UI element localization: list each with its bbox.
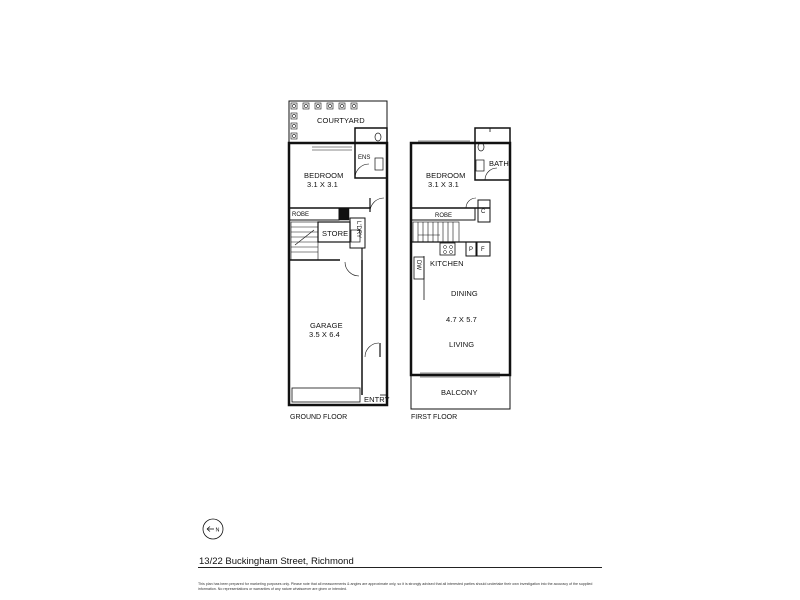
balcony-label: BALCONY	[441, 388, 478, 397]
basin-icon	[375, 158, 383, 170]
north-arrow-icon	[202, 518, 224, 540]
bath-label: BATH	[489, 159, 509, 168]
garage-size: 3.5 X 6.4	[309, 330, 340, 339]
bath-basin-icon	[476, 160, 484, 171]
dining-label: DINING	[451, 289, 478, 298]
ground-floor-plan	[289, 101, 387, 405]
laundry-label: L'DRY	[355, 221, 361, 239]
pantry-label: P	[469, 247, 474, 253]
kitchen-label: KITCHEN	[430, 259, 464, 268]
first-robe-label: ROBE	[435, 213, 453, 219]
bath-room	[475, 128, 510, 180]
living-label: LIVING	[449, 340, 475, 349]
ensuite-room	[355, 128, 387, 178]
ground-floor-title: GROUND FLOOR	[290, 414, 348, 421]
ground-bedroom-label: BEDROOM	[304, 171, 344, 180]
property-address: 13/22 Buckingham Street, Richmond	[199, 556, 354, 567]
garage-door	[292, 388, 360, 402]
divider-rule	[198, 567, 602, 568]
ground-bedroom-size: 3.1 X 3.1	[307, 180, 338, 189]
garage-label: GARAGE	[310, 321, 343, 330]
ground-floor-outer-wall	[289, 143, 387, 405]
ground-floor-stairs	[291, 222, 318, 260]
first-floor-title: FIRST FLOOR	[411, 414, 458, 421]
first-floor-stairs	[413, 222, 459, 242]
first-bedroom-label: BEDROOM	[426, 171, 466, 180]
disclaimer-text: This plan has been prepared for marketing purposes only. Please note that all measurements & angles are approximate only, so it is strongly advised that all interested parties should undertake their own investigation into the accuracy of the supplied information. No representations or warranties of any nature whatsoever are given or intended.	[198, 582, 593, 591]
ground-robe-label: ROBE	[292, 212, 310, 218]
living-size: 4.7 X 5.7	[446, 315, 477, 324]
cooktop-icon	[440, 243, 455, 255]
cupboard-c-label: C	[481, 209, 486, 215]
first-bedroom-size: 3.1 X 3.1	[428, 180, 459, 189]
toilet-icon	[375, 133, 381, 141]
courtyard-label: COURTYARD	[317, 116, 365, 125]
store-label: STORE	[322, 229, 349, 238]
fridge-label: F	[481, 247, 485, 253]
entry-label: ENTRY	[364, 395, 390, 404]
ensuite-label: ENS	[358, 155, 371, 161]
dishwasher-label: DW	[415, 260, 421, 270]
north-label: N	[215, 527, 220, 534]
